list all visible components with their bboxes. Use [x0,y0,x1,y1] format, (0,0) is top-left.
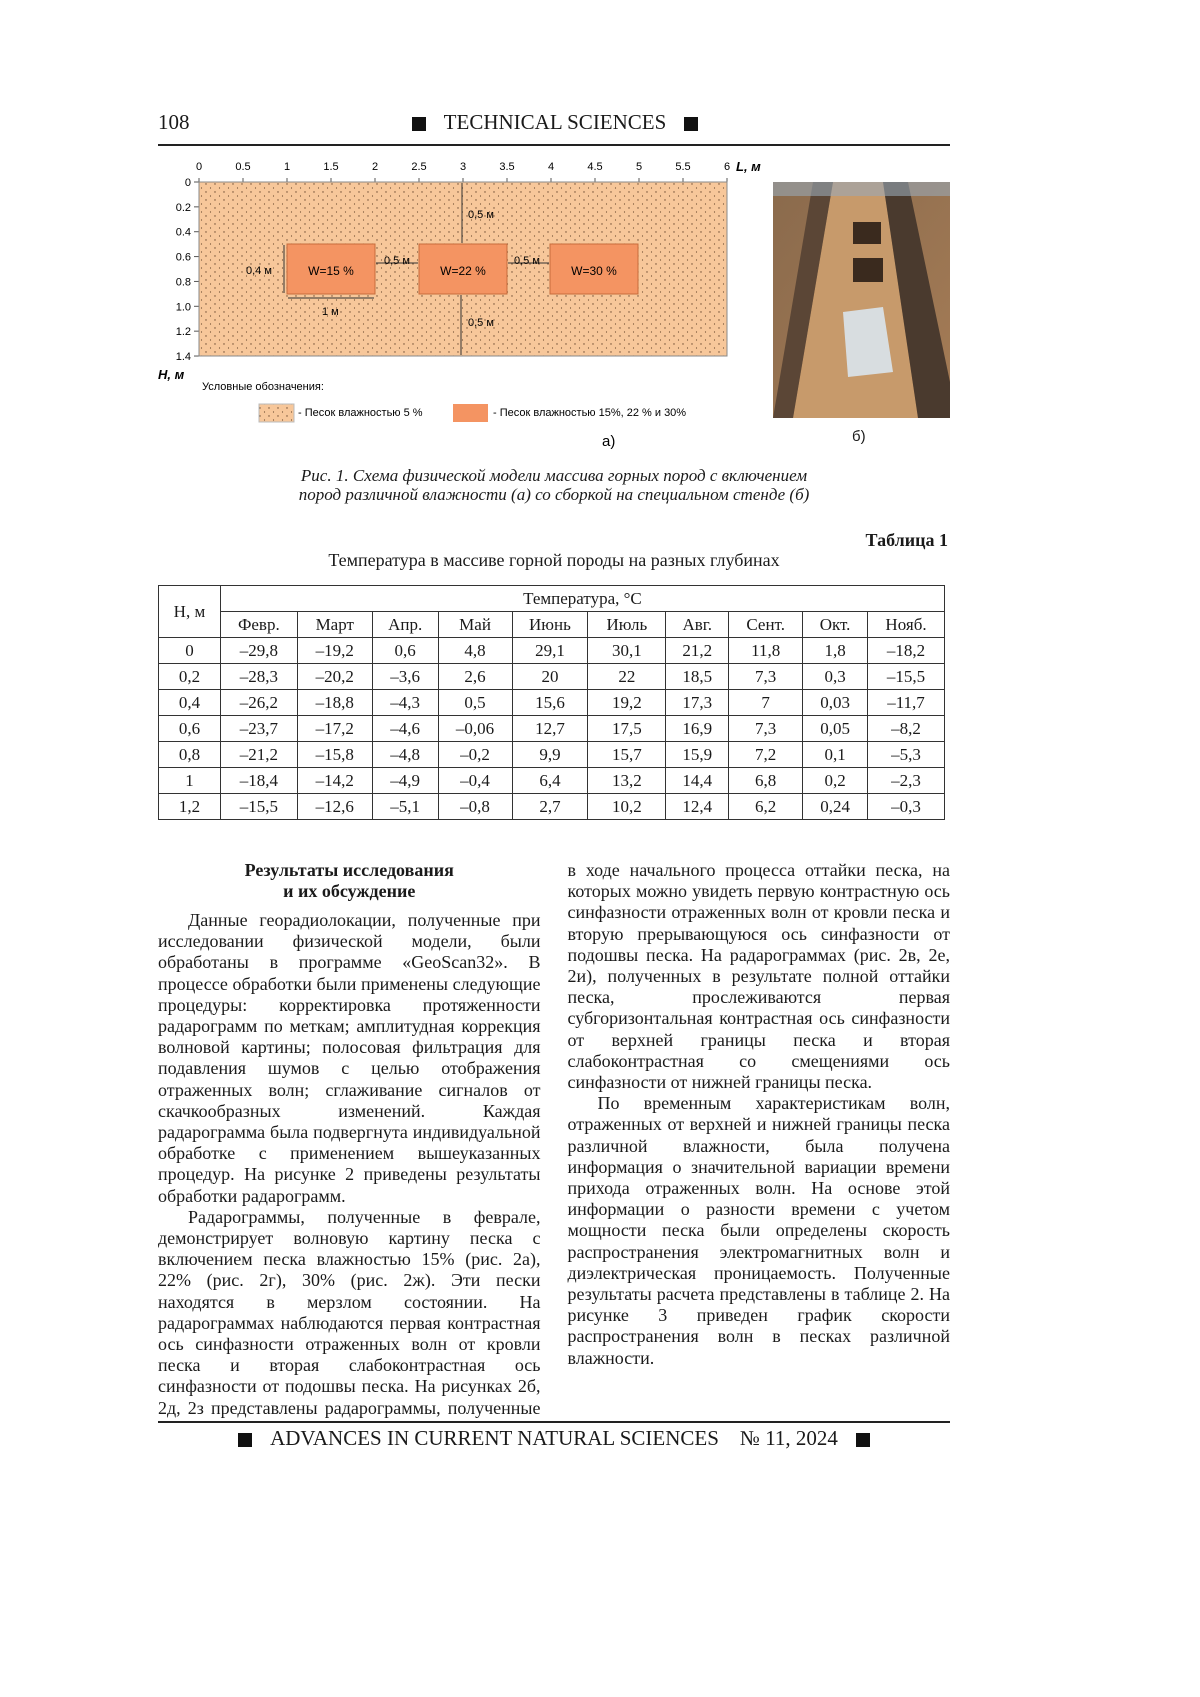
table-row [159,716,945,742]
legend-title: Условные обозначения: [202,381,324,393]
temperature-cell: 0,5 [438,690,512,716]
temperature-cell: –15,5 [220,794,297,820]
x-axis-label: L, м [736,159,761,174]
temperature-cell: –18,8 [297,690,372,716]
y-tick-label: 1.2 [176,326,191,338]
paragraph: Радарограммы, полученные в феврале, демонстрирует волновую картину песка с включением песка влажностью 15% (рис. 2а), 22% (рис. 2г), 30% (рис. 2ж). Эти пески находятся в мерзлом состоянии. На радарограммах наблюдаются первая контрастная ось синфазности отраженных волн от кровли песка и вторая слабоконтрастная ось синфазности от подошвы песка. На рисунках 2б, 2д, 2з представлены радарограммы, полученные в ходе начального процесса оттайки песка, на которых можно увидеть первую контрастную ось синфазности отраженных волн от кровли песка и вторую прерывающуюся ось синфазности от подошвы песка. На радарограммах (рис. 2в, 2е, 2и), полученных в результате полной оттайки песка, прослеживаются первая субгоризонтальная контрастная ось синфазности от верхней границы песка и вторая слабоконтрастная со смещениями ось синфазности от нижней границы песка. [158,860,950,1420]
journal-section: TECHNICAL SCIENCES [444,110,667,134]
table-row [159,768,945,794]
temperature-cell: 9,9 [512,742,588,768]
table-row [159,742,945,768]
legend-swatch-sand [259,404,294,422]
x-axis-ticks [196,161,730,182]
depth-cell: 0,6 [159,716,221,742]
temperature-cell: –2,3 [868,768,945,794]
page-number: 108 [158,110,190,135]
footer-rule [158,1421,950,1423]
temperature-table [158,585,945,820]
temperature-cell: 18,5 [666,664,729,690]
temperature-cell: 15,7 [588,742,666,768]
figure-1a-schema [150,150,770,450]
temperature-cell: 21,2 [666,638,729,664]
temperature-cell: –29,8 [220,638,297,664]
legend-swatch-wet [453,404,488,422]
y-tick-label: 0.2 [176,202,191,214]
temperature-cell: 22 [588,664,666,690]
dim-label: 1 м [322,306,339,318]
temperature-cell: 6,4 [512,768,588,794]
temperature-cell: 11,8 [729,638,803,664]
section-heading [158,860,541,902]
column-header-month: Сент. [729,612,803,638]
temperature-cell: 10,2 [588,794,666,820]
temperature-cell: 17,5 [588,716,666,742]
x-tick-label: 6 [724,161,730,173]
temperature-cell: 15,9 [666,742,729,768]
depth-cell: 0,4 [159,690,221,716]
column-header-month: Февр. [220,612,297,638]
dim-label: 0,5 м [384,255,410,267]
temperature-cell: 7 [729,690,803,716]
temperature-cell: –4,3 [372,690,438,716]
dim-label: 0,4 м [246,265,272,277]
temperature-cell: –5,3 [868,742,945,768]
x-tick-label: 0.5 [235,161,250,173]
x-tick-label: 2.5 [411,161,426,173]
table-title: Температура в массиве горной породы на разных глубинах [158,550,950,571]
square-bullet-icon [412,117,426,131]
temperature-cell: –4,9 [372,768,438,794]
temperature-cell: –26,2 [220,690,297,716]
temperature-cell: 0,1 [803,742,868,768]
square-bullet-icon [856,1433,870,1447]
temperature-cell: 2,6 [438,664,512,690]
x-tick-label: 5 [636,161,642,173]
panel-label-a: а) [602,433,615,450]
temperature-cell: 0,05 [803,716,868,742]
temperature-cell: 6,8 [729,768,803,794]
box-label: W=15 % [308,264,354,278]
temperature-cell: 7,3 [729,716,803,742]
temperature-cell: –15,5 [868,664,945,690]
temperature-cell: –17,2 [297,716,372,742]
y-tick-label: 0.8 [176,276,191,288]
temperature-cell: –12,6 [297,794,372,820]
temperature-cell: 19,2 [588,690,666,716]
panel-label-b: б) [852,428,866,445]
x-tick-label: 4 [548,161,554,173]
dim-label: 0,5 м [468,209,494,221]
figure-1b-photo [773,182,950,418]
temperature-cell: 20 [512,664,588,690]
temperature-cell: –5,1 [372,794,438,820]
paragraph: Данные георадиолокации, полученные при исследовании физической модели, были обработаны в программе «GeoScan32». В процессе обработки были применены следующие процедуры: корректировка протяженности радарограмм по меткам; амплитудная коррекция волновой картины; полосовая фильтрация для подавления шумов с целью отображения отраженных волн; сглаживание сигналов от скачкообразных изменений. Каждая радарограмма была подвергнута индивидуальной обработке с применением вышеуказанных процедур. На рисунке 2 приведены результаты обработки радарограмм. [158,910,541,1207]
temperature-cell: –0,8 [438,794,512,820]
square-bullet-icon [238,1433,252,1447]
x-tick-label: 1 [284,161,290,173]
temperature-cell: 14,4 [666,768,729,794]
journal-name: ADVANCES IN CURRENT NATURAL SCIENCES [270,1426,719,1450]
depth-cell: 0 [159,638,221,664]
table-row [159,690,945,716]
column-header-month: Апр. [372,612,438,638]
issue-number: № 11, 2024 [740,1426,838,1450]
table-row [159,664,945,690]
column-header-month: Июнь [512,612,588,638]
temperature-cell: –11,7 [868,690,945,716]
temperature-cell: –0,06 [438,716,512,742]
x-tick-label: 1.5 [323,161,338,173]
legend-item: - Песок влажностью 15%, 22 % и 30% [493,407,686,419]
temperature-cell: –3,6 [372,664,438,690]
temperature-cell: –15,8 [297,742,372,768]
depth-cell: 1,2 [159,794,221,820]
table-row [159,638,945,664]
x-tick-label: 0 [196,161,202,173]
x-tick-label: 3.5 [499,161,514,173]
temperature-cell: 7,3 [729,664,803,690]
temperature-cell: –0,2 [438,742,512,768]
dim-label: 0,5 м [468,317,494,329]
running-footer [158,1426,950,1451]
column-header-month: Июль [588,612,666,638]
temperature-cell: –8,2 [868,716,945,742]
temperature-cell: 0,2 [803,768,868,794]
temperature-cell: 0,03 [803,690,868,716]
temperature-cell: –18,2 [868,638,945,664]
column-header-month: Нояб. [868,612,945,638]
column-header-month: Май [438,612,512,638]
dim-label: 0,5 м [514,255,540,267]
box-label: W=30 % [571,264,617,278]
temperature-cell: 17,3 [666,690,729,716]
temperature-cell: 13,2 [588,768,666,794]
column-header-month: Окт. [803,612,868,638]
legend-item: - Песок влажностью 5 % [298,407,423,419]
temperature-cell: 4,8 [438,638,512,664]
temperature-cell: 15,6 [512,690,588,716]
x-tick-label: 4.5 [587,161,602,173]
y-axis-label: H, м [158,367,185,382]
y-tick-label: 0 [185,177,191,189]
y-tick-label: 0.6 [176,252,191,264]
y-tick-label: 1.0 [176,301,191,313]
temperature-cell: 2,7 [512,794,588,820]
temperature-cell: –4,6 [372,716,438,742]
temperature-cell: 0,3 [803,664,868,690]
heading-line: Результаты исследования [245,860,454,880]
temperature-cell: –0,4 [438,768,512,794]
x-tick-label: 5.5 [675,161,690,173]
running-header [400,110,710,135]
box-label: W=22 % [440,264,486,278]
temperature-cell: –21,2 [220,742,297,768]
depth-cell: 0,8 [159,742,221,768]
temperature-cell: 1,8 [803,638,868,664]
temperature-cell: 12,4 [666,794,729,820]
body-text [158,860,950,1420]
temperature-cell: –20,2 [297,664,372,690]
depth-cell: 1 [159,768,221,794]
figure-caption-line: Рис. 1. Схема физической модели массива горных пород с включением [158,466,950,485]
temperature-cell: –19,2 [297,638,372,664]
temperature-cell: –28,3 [220,664,297,690]
table-row [159,794,945,820]
y-tick-label: 0.4 [176,227,191,239]
x-tick-label: 2 [372,161,378,173]
temperature-cell: –4,8 [372,742,438,768]
temperature-cell: 29,1 [512,638,588,664]
y-tick-label: 1.4 [176,351,191,363]
heading-line: и их обсуждение [283,881,415,901]
temperature-cell: –23,7 [220,716,297,742]
temperature-cell: 16,9 [666,716,729,742]
square-bullet-icon [684,117,698,131]
temperature-cell: 12,7 [512,716,588,742]
figure-caption-line: пород различной влажности (а) со сборкой на специальном стенде (б) [158,485,950,504]
column-header-depth: Н, м [159,586,221,638]
paragraph: По временным характеристикам волн, отраженных от верхней и нижней границы песка различной влажности, была получена информация о значительной вариации времени прихода отраженных волн. На основе этой информации о разности времени с учетом мощности песка были определены скорость распространения электромагнитных волн и диэлектрическая проницаемость. Полученные результаты расчета представлены в таблице 2. На рисунке 3 приведен график скорости распространения волн в песках различной влажности. [568,1093,951,1369]
column-header-month: Март [297,612,372,638]
y-axis-ticks [176,177,199,363]
temperature-cell: 30,1 [588,638,666,664]
column-header-month: Авг. [666,612,729,638]
temperature-cell: 6,2 [729,794,803,820]
temperature-cell: 0,6 [372,638,438,664]
temperature-cell: –14,2 [297,768,372,794]
temperature-cell: 0,24 [803,794,868,820]
x-tick-label: 3 [460,161,466,173]
column-group-header: Температура, °С [220,586,944,612]
header-rule [158,144,950,146]
temperature-cell: 7,2 [729,742,803,768]
temperature-cell: –18,4 [220,768,297,794]
table-label: Таблица 1 [700,530,948,551]
depth-cell: 0,2 [159,664,221,690]
temperature-cell: –0,3 [868,794,945,820]
